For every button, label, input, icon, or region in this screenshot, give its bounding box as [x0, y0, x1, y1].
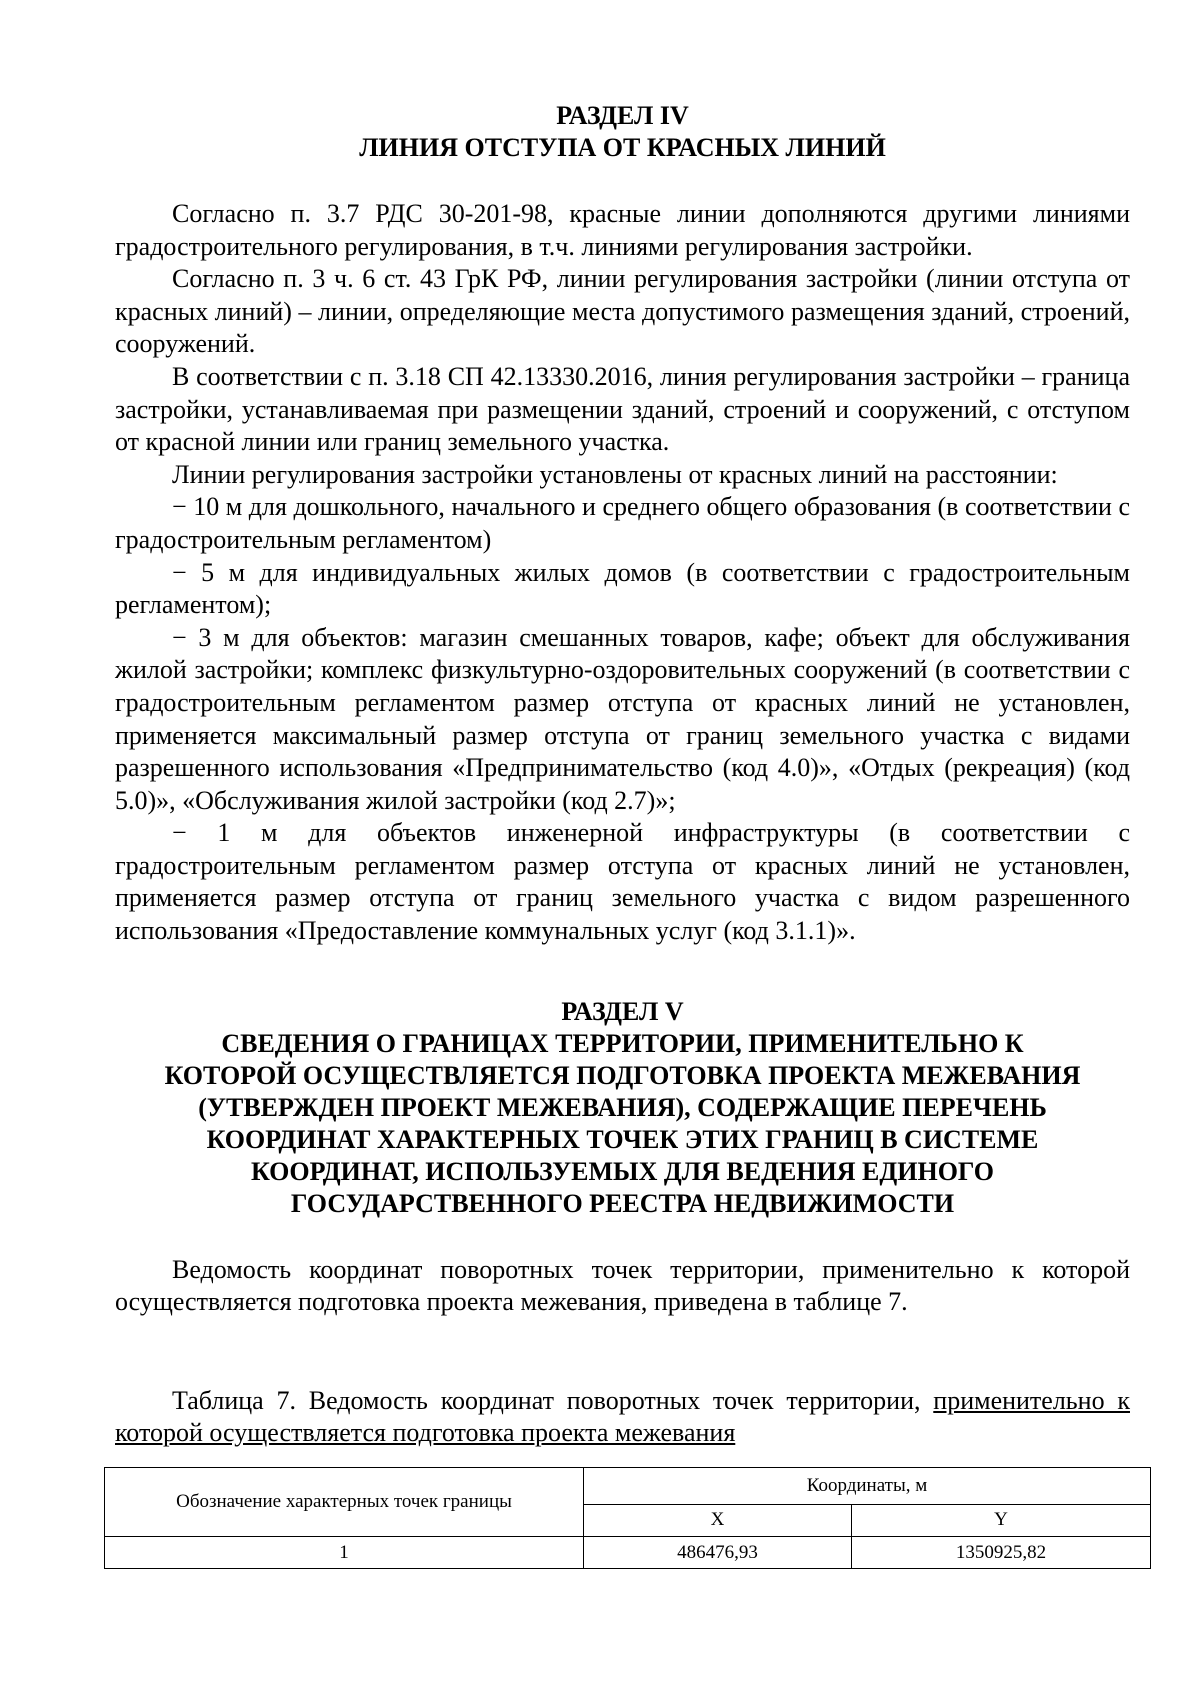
coordinates-table — [104, 1467, 1151, 1569]
section-4-title: ЛИНИЯ ОТСТУПА ОТ КРАСНЫХ ЛИНИЙ — [359, 133, 886, 162]
header-y: Y — [851, 1504, 1150, 1536]
table-caption — [115, 1385, 1130, 1450]
section-5-number: РАЗДЕЛ V — [561, 996, 684, 1026]
paragraph-rds: Согласно п. 3.7 РДС 30-201-98, красные линии дополняются другими линиями градостроительного регулирования, в т.ч. линиями регулирования застройки. — [115, 199, 1130, 261]
section-4-number: РАЗДЕЛ IV — [556, 101, 689, 130]
section-5-title-line: КОТОРОЙ ОСУЩЕСТВЛЯЕТСЯ ПОДГОТОВКА ПРОЕКТА МЕЖЕВАНИЯ — [164, 1060, 1081, 1090]
section-5-title-line: КООРДИНАТ, ИСПОЛЬЗУЕМЫХ ДЛЯ ВЕДЕНИЯ ЕДИНОГО — [250, 1156, 995, 1186]
table-row — [105, 1537, 1151, 1569]
section-5-heading — [115, 996, 1130, 1220]
cell-point: 1 — [105, 1537, 584, 1569]
header-point-label: Обозначение характерных точек границы — [105, 1468, 584, 1537]
cell-y: 1350925,82 — [851, 1537, 1150, 1569]
paragraph-grk: Согласно п. 3 ч. 6 ст. 43 ГрК РФ, линии регулирования застройки (линии отступа от красных линий) – линии, определяющие места допустимого размещения зданий, строений, сооружений. — [115, 264, 1130, 359]
list-item-10m: − 10 м для дошкольного, начального и среднего общего образования (в соответствии с градостроительным регламентом) — [115, 492, 1130, 554]
section-4-heading — [115, 100, 1130, 164]
paragraph-sp: В соответствии с п. 3.18 СП 42.13330.2016, линия регулирования застройки – граница застройки, устанавливаемая при размещении зданий, строений и сооружений, с отступом от красной линии или границ земельного участка. — [115, 361, 1130, 457]
paragraph-distances-intro: Линии регулирования застройки установлены от красных линий на расстоянии: — [172, 459, 1058, 489]
list-item-1m: − 1 м для объектов инженерной инфраструктуры (в соответствии с градостроительным регламентом размер отступа от красных линий не установлен, применяется размер отступа от границ земельного участка с видом разрешенного использования «Предоставление коммунальных услуг (код 3.1.1)». — [115, 818, 1130, 946]
section-5-title-line: КООРДИНАТ ХАРАКТЕРНЫХ ТОЧЕК ЭТИХ ГРАНИЦ В СИСТЕМЕ — [206, 1124, 1039, 1154]
paragraph-coordinates-intro: Ведомость координат поворотных точек территории, применительно к которой осуществляется подготовка проекта межевания, приведена в таблице 7. — [115, 1254, 1130, 1317]
header-x: X — [584, 1504, 852, 1536]
section-5-title-line: СВЕДЕНИЯ О ГРАНИЦАХ ТЕРРИТОРИИ, ПРИМЕНИТЕЛЬНО К — [221, 1028, 1024, 1058]
document-content — [115, 100, 1130, 1450]
section-5-title-line: (УТВЕРЖДЕН ПРОЕКТ МЕЖЕВАНИЯ), СОДЕРЖАЩИЕ ПЕРЕЧЕНЬ — [198, 1092, 1047, 1122]
list-item-3m: − 3 м для объектов: магазин смешанных товаров, кафе; объект для обслуживания жилой застройки; комплекс физкультурно-оздоровительных сооружений (в соответствии с градостроительным регламентом размер отступа от красных линий не установлен, применяется максимальный размер отступа от границ земельного участка с видами разрешенного использования «Предпринимательство (код 4.0)», «Отдых (рекреация) (код 5.0)», «Обслуживания жилой застройки (код 2.7)»; — [115, 622, 1130, 815]
cell-x: 486476,93 — [584, 1537, 852, 1569]
table-caption-line-2: применительно к которой осуществляется подготовка проекта межевания — [115, 1385, 1130, 1448]
section-5-title-line: ГОСУДАРСТВЕННОГО РЕЕСТРА НЕДВИЖИМОСТИ — [290, 1188, 955, 1218]
header-coordinates: Координаты, м — [584, 1468, 1151, 1505]
list-item-5m: − 5 м для индивидуальных жилых домов (в соответствии с градостроительным регламентом); — [115, 557, 1130, 620]
table-caption-line-1: Таблица 7. Ведомость координат поворотных точек территории, — [172, 1385, 921, 1415]
